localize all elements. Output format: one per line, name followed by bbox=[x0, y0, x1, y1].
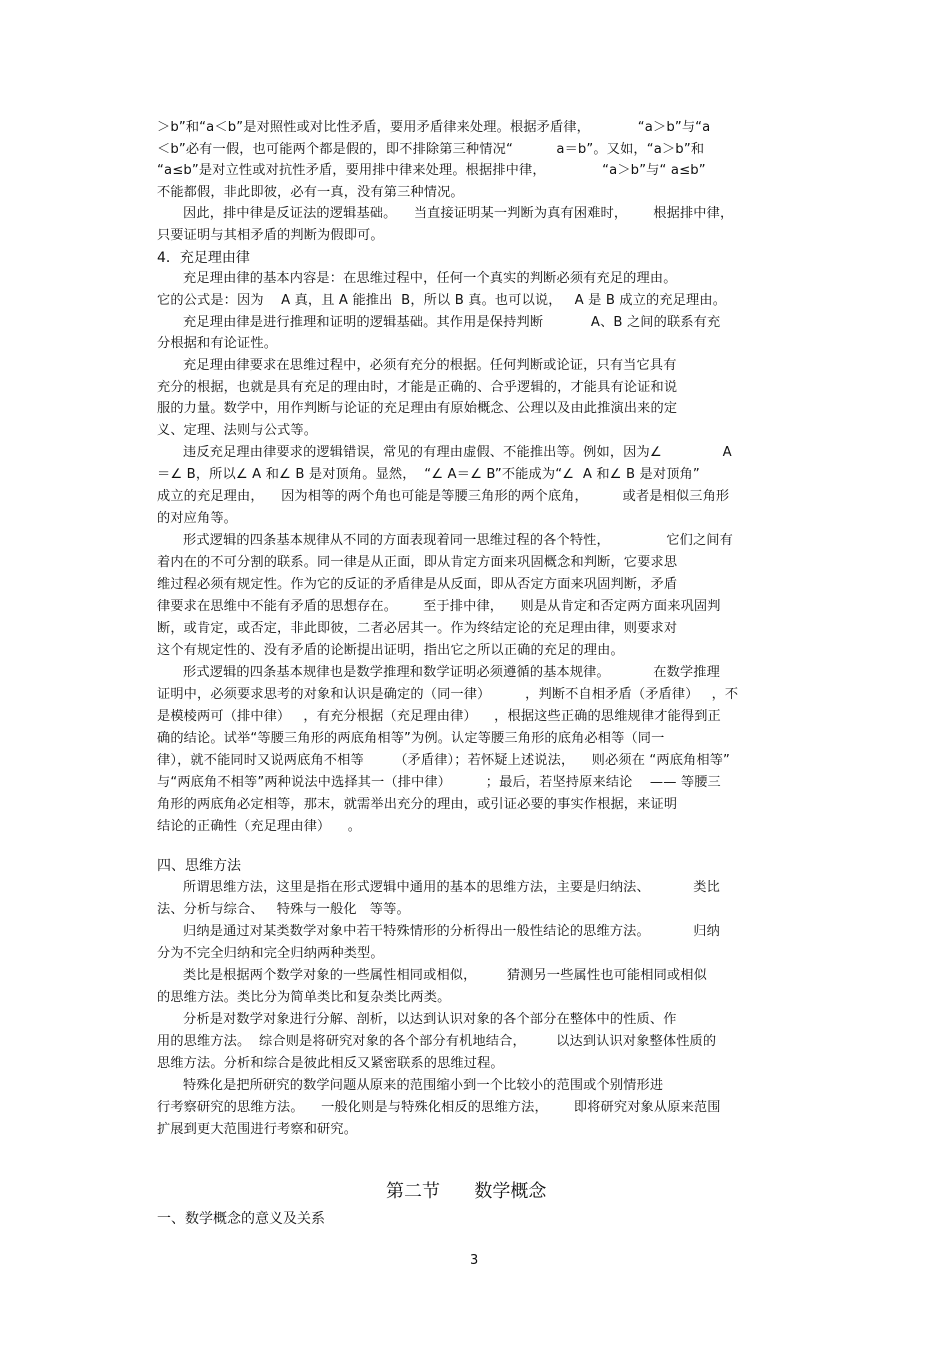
text-line: 着内在的不可分割的联系。同一律是从正面，即从肯定方面来巩固概念和判断，它要求思 bbox=[157, 555, 678, 570]
text-line: 与“两底角不相等”两种说法中选择其一（排中律） ；最后，若坚持原来结论 —— 等腰三 bbox=[157, 775, 721, 790]
text-line: 因此，排中律是反证法的逻辑基础。 当直接证明某一判断为真有困难时， 根据排中律， bbox=[157, 206, 734, 221]
text-line: 充分的根据，也就是具有充足的理由时，才能是正确的、合乎逻辑的，才能具有论证和说 bbox=[157, 380, 678, 395]
text-line: 特殊化是把所研究的数学问题从原来的范围缩小到一个比较小的范围或个别情形进 bbox=[157, 1078, 664, 1093]
text-line: 充足理由律要求在思维过程中，必须有充分的根据。任何判断或论证，只有当它具有 bbox=[157, 358, 677, 373]
text-line: 分析是对数学对象进行分解、剖析，以达到认识对象的各个部分在整体中的性质、作 bbox=[157, 1012, 677, 1027]
heading-sufficient-reason: 4．充足理由律 bbox=[157, 250, 250, 266]
text-line: “a≤b”是对立性或对抗性矛盾，要用排中律来处理。根据排中律， “a＞b”与“ a≤b” bbox=[157, 163, 706, 178]
text-line: 归纳是通过对某类数学对象中若干特殊情形的分析得出一般性结论的思维方法。 归纳 bbox=[157, 924, 720, 939]
text-line: 角形的两底角必定相等，那末，就需举出充分的理由，或引证必要的事实作根据，来证明 bbox=[157, 797, 678, 812]
text-line: 形式逻辑的四条基本规律从不同的方面表现着同一思维过程的各个特性， 它们之间有 bbox=[157, 533, 733, 548]
text-line: 行考察研究的思维方法。 一般化则是与特殊化相反的思维方法， 即将研究对象从原来范围 bbox=[157, 1100, 721, 1115]
text-line: 断，或肯定，或否定，非此即彼，二者必居其一。作为终结定论的充足理由律，则要求对 bbox=[157, 621, 678, 636]
text-line: 分根据和有论证性。 bbox=[157, 336, 278, 351]
heading-thinking-methods: 四、思维方法 bbox=[157, 858, 241, 874]
text-line: 证明中，必须要求思考的对象和认识是确定的（同一律） ，判断不自相矛盾（矛盾律） ，不 bbox=[157, 687, 739, 702]
text-line: 结论的正确性（充足理由律） 。 bbox=[157, 819, 362, 834]
text-line: 用的思维方法。 综合则是将研究对象的各个部分有机地结合， 以达到认识对象整体性质的 bbox=[157, 1034, 717, 1049]
text-line: 成立的充足理由， 因为相等的两个角也可能是等腰三角形的两个底角， 或者是相似三角形 bbox=[157, 489, 730, 504]
text-line: 法、分析与综合、 特殊与一般化 等等。 bbox=[157, 902, 410, 917]
text-line: 只要证明与其相矛盾的判断为假即可。 bbox=[157, 228, 384, 243]
page-number: 3 bbox=[470, 1253, 479, 1268]
text-line: 分为不完全归纳和完全归纳两种类型。 bbox=[157, 946, 384, 961]
text-line: 义、定理、法则与公式等。 bbox=[157, 423, 318, 438]
text-line: 思维方法。分析和综合是彼此相反又紧密联系的思维过程。 bbox=[157, 1056, 504, 1071]
section-title: 第二节 数学概念 bbox=[386, 1181, 547, 1202]
heading-concept-meaning: 一、数学概念的意义及关系 bbox=[157, 1211, 325, 1227]
text-line: 形式逻辑的四条基本规律也是数学推理和数学证明必须遵循的基本规律。 在数学推理 bbox=[157, 665, 720, 680]
text-line: ＝∠ B，所以∠ A 和∠ B 是对顶角。显然， “∠ A＝∠ B”不能成为“∠ A 和∠ B 是对顶角” bbox=[157, 467, 700, 482]
text-line: 充足理由律的基本内容是：在思维过程中，任何一个真实的判断必须有充足的理由。 bbox=[157, 271, 677, 286]
text-line: 的对应角等。 bbox=[157, 511, 238, 526]
text-line: 律），就不能同时又说两底角不相等 （矛盾律）；若怀疑上述说法， 则必须在 “两底角相等” bbox=[157, 753, 731, 768]
text-line: 不能都假，非此即彼，必有一真，没有第三种情况。 bbox=[157, 185, 464, 200]
text-line: 律要求在思维中不能有矛盾的思想存在。 至于排中律， 则是从肯定和否定两方面来巩固判 bbox=[157, 599, 721, 614]
text-line: 扩展到更大范围进行考察和研究。 bbox=[157, 1122, 358, 1137]
text-line: 是模棱两可（排中律） ，有充分根据（充足理由律） ，根据这些正确的思维规律才能得到正 bbox=[157, 709, 721, 724]
text-line: 违反充足理由律要求的逻辑错误，常见的有理由虚假、不能推出等。例如，因为∠ A bbox=[157, 445, 732, 460]
text-line: 类比是根据两个数学对象的一些属性相同或相似， 猜测另一些属性也可能相同或相似 bbox=[157, 968, 707, 983]
text-line: 维过程必须有规定性。作为它的反证的矛盾律是从反面，即从否定方面来巩固判断，矛盾 bbox=[157, 577, 678, 592]
text-line: 充足理由律是进行推理和证明的逻辑基础。其作用是保持判断 A、B 之间的联系有充 bbox=[157, 315, 721, 330]
text-line: 它的公式是：因为 A 真，且 A 能推出 B，所以 B 真。也可以说， A 是 B 成立的充足理由。 bbox=[157, 293, 727, 308]
text-line: 所谓思维方法，这里是指在形式逻辑中通用的基本的思维方法，主要是归纳法、 类比 bbox=[157, 880, 720, 895]
text-line: 这个有规定性的、没有矛盾的论断提出证明，指出它之所以正确的充足的理由。 bbox=[157, 643, 624, 658]
text-line: ＞b”和“a＜b”是对照性或对比性矛盾，要用矛盾律来处理。根据矛盾律， “a＞b”与“a bbox=[157, 120, 711, 135]
text-line: 确的结论。试举“等腰三角形的两底角相等”为例。认定等腰三角形的底角必相等（同一 bbox=[157, 731, 665, 746]
text-line: 服的力量。数学中，用作判断与论证的充足理由有原始概念、公理以及由此推演出来的定 bbox=[157, 401, 678, 416]
text-line: 的思维方法。类比分为简单类比和复杂类比两类。 bbox=[157, 990, 451, 1005]
text-line: ＜b”必有一假，也可能两个都是假的，即不排除第三种情况“ a＝b”。又如，“a＞b”和 bbox=[157, 142, 705, 157]
